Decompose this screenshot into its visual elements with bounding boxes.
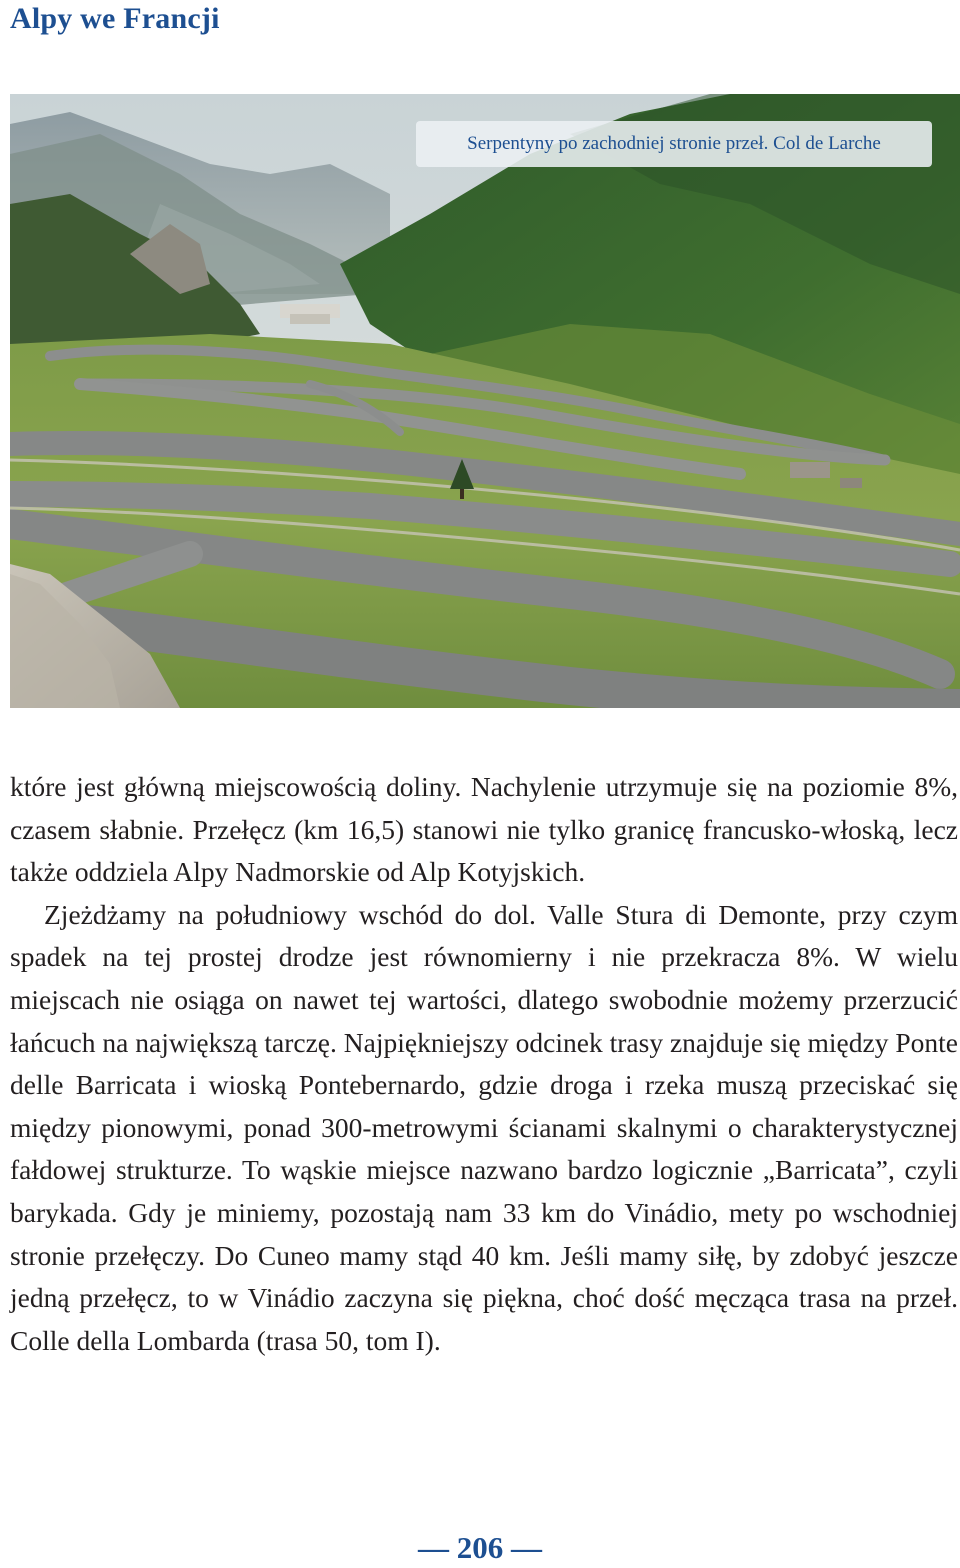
body-text [10,766,958,1362]
landscape-illustration [10,94,960,708]
mountain-serpentine-photo [10,94,960,708]
paragraph-1: które jest główną miejscowością doliny. Nachylenie utrzymuje się na poziomie 8%, czasem słabnie. Przełęcz (km 16,5) stanowi nie tylko granicę francusko-włoską, lecz także oddziela Alpy Nadmorskie od Alp Kotyjskich. [10,771,958,888]
running-header: Alpy we Francji [10,2,220,35]
page-number: — 206 — [418,1530,542,1565]
paragraph-2: Zjeżdżamy na południowy wschód do dol. Valle Stura di Demonte, przy czym spadek na tej prostej drodze jest równomierny i nie przekracza 8%. W wielu miejscach nie osiąga on nawet tej wartości, dlatego swobodnie możemy przerzucić łańcuch na największą tarczę. Najpiękniejszy odcinek trasy znajduje się między Ponte delle Barricata i wioską Pontebernardo, gdzie droga i rzeka muszą przeciskać się między pionowymi, ponad 300-metrowymi ścianami skalnymi o charakterystycznej fałdowej strukturze. To wąskie miejsce nazwano bardzo logicznie „Barricata”, czyli barykada. Gdy je miniemy, pozostają nam 33 km do Vinádio, mety po wschodniej stronie przełęczy. Do Cuneo mamy stąd 40 km. Jeśli mamy siłę, by zdobyć jeszcze jedną przełęcz, to w Vinádio zaczyna się piękna, choć dość męcząca trasa na przeł. Colle della Lombarda (trasa 50, tom I). [10,898,958,1356]
photo-caption: Serpentyny po zachodniej stronie przeł. Col de Larche [416,121,932,167]
